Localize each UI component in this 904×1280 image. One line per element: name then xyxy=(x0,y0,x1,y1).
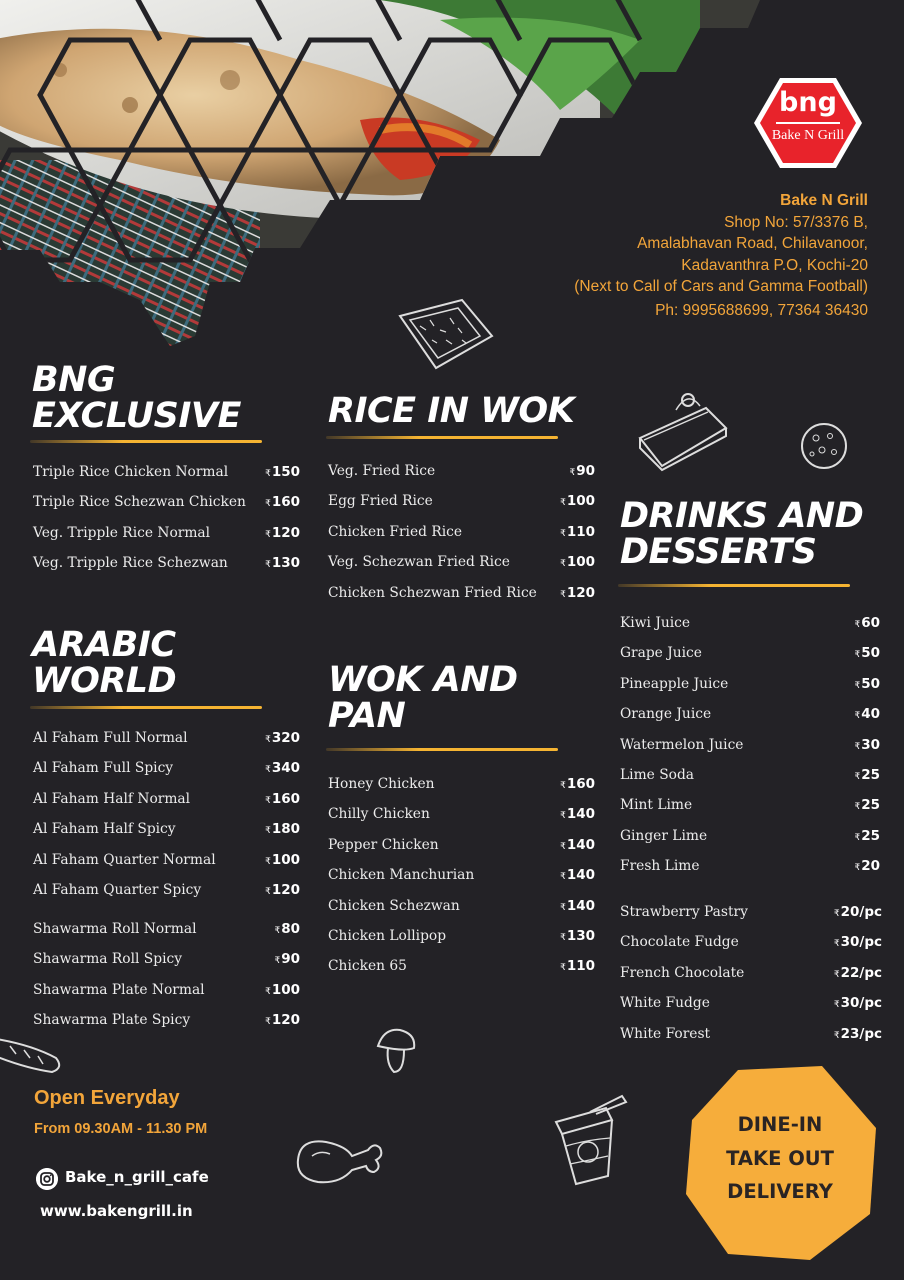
rice-in-wok-title: RICE IN WOK xyxy=(328,391,575,431)
service-dine-in: DINE-IN xyxy=(737,1113,823,1136)
menu-item: Orange Juice ₹40 xyxy=(620,706,880,723)
menu-item: Honey Chicken ₹160 xyxy=(328,776,595,792)
drinks-desserts-title: DRINKS AND DESSERTS xyxy=(620,496,864,572)
menu-item: Al Faham Full Spicy ₹340 xyxy=(33,760,300,777)
menu-item: Kiwi Juice ₹60 xyxy=(620,615,880,631)
bng-exclusive-underline xyxy=(30,440,262,443)
menu-item: Al Faham Half Normal ₹160 xyxy=(33,790,300,807)
drinks-list xyxy=(620,613,880,887)
open-everyday-label: Open Everyday xyxy=(34,1087,180,1109)
menu-item: Veg. Schezwan Fried Rice ₹100 xyxy=(328,554,595,571)
cake-slice-icon xyxy=(636,388,732,472)
menu-item: Strawberry Pastry ₹20/pc xyxy=(620,904,882,920)
menu-item: Chicken Manchurian ₹140 xyxy=(328,867,595,884)
chicken-leg-icon xyxy=(290,1130,386,1190)
salad-bowl-icon xyxy=(396,296,496,372)
address-line-2: Amalabhavan Road, Chilavanoor, xyxy=(637,235,868,252)
phone-number: Ph: 9995688699, 77364 36430 xyxy=(655,301,868,319)
arabic-world-underline xyxy=(30,706,262,709)
menu-item: Chicken Schezwan ₹140 xyxy=(328,897,595,914)
wok-and-pan-underline xyxy=(326,748,558,751)
address-block xyxy=(574,190,868,321)
menu-item: Veg. Tripple Rice Normal ₹120 xyxy=(33,524,300,541)
menu-item: French Chocolate ₹22/pc xyxy=(620,964,882,981)
menu-item: Fresh Lime ₹20 xyxy=(620,858,880,875)
menu-item: Shawarma Plate Spicy ₹120 xyxy=(33,1012,300,1029)
menu-item: Grape Juice ₹50 xyxy=(620,645,880,662)
rice-in-wok-underline xyxy=(326,436,558,439)
menu-item: Chicken Lollipop ₹130 xyxy=(328,927,595,944)
menu-item: Pineapple Juice ₹50 xyxy=(620,675,880,692)
services-text xyxy=(682,1108,878,1209)
menu-item: Chicken Schezwan Fried Rice ₹120 xyxy=(328,584,595,601)
menu-item: Chocolate Fudge ₹30/pc xyxy=(620,934,882,951)
menu-item: Al Faham Half Spicy ₹180 xyxy=(33,821,300,838)
drink-cup-icon xyxy=(550,1094,636,1190)
menu-item: Chilly Chicken ₹140 xyxy=(328,806,595,823)
wok-and-pan-list xyxy=(328,774,595,987)
website-link[interactable]: www.bakengrill.in xyxy=(40,1202,193,1220)
bng-exclusive-title: BNG EXCLUSIVE xyxy=(32,360,241,436)
desserts-list xyxy=(620,902,882,1054)
menu-item: Al Faham Quarter Spicy ₹120 xyxy=(33,881,300,898)
arabic-world-title: ARABIC WORLD xyxy=(32,625,177,701)
menu-item: Shawarma Plate Normal ₹100 xyxy=(33,981,300,998)
menu-item: Veg. Fried Rice ₹90 xyxy=(328,463,595,479)
menu-item: Al Faham Quarter Normal ₹100 xyxy=(33,851,300,868)
address-line-3: Kadavanthra P.O, Kochi-20 xyxy=(681,256,868,274)
logo-mark: bng xyxy=(779,87,837,118)
service-take-out: TAKE OUT xyxy=(726,1146,834,1170)
logo-name: Bake N Grill xyxy=(771,128,845,143)
menu-item: Pepper Chicken ₹140 xyxy=(328,836,595,853)
arabic-world-list xyxy=(33,728,300,910)
menu-item: Ginger Lime ₹25 xyxy=(620,827,880,844)
service-delivery: DELIVERY xyxy=(727,1180,833,1203)
menu-item: Shawarma Roll Spicy ₹90 xyxy=(33,951,300,968)
address-line-1: Shop No: 57/3376 B, xyxy=(724,213,868,231)
menu-item: Lime Soda ₹25 xyxy=(620,766,880,783)
business-name: Bake N Grill xyxy=(780,192,868,209)
menu-item: White Fudge ₹30/pc xyxy=(620,995,882,1012)
menu-item: Veg. Tripple Rice Schezwan ₹130 xyxy=(33,555,300,572)
cookie-icon xyxy=(798,422,852,474)
instagram-handle[interactable]: Bake_n_grill_cafe xyxy=(65,1168,209,1186)
shawarma-list xyxy=(33,919,300,1041)
bng-exclusive-list xyxy=(33,462,300,584)
menu-item: Watermelon Juice ₹30 xyxy=(620,736,880,753)
wok-and-pan-title: WOK AND PAN xyxy=(328,660,518,736)
menu-item: Triple Rice Chicken Normal ₹150 xyxy=(33,464,300,480)
opening-hours: From 09.30AM - 11.30 PM xyxy=(34,1121,208,1137)
menu-item: Triple Rice Schezwan Chicken ₹160 xyxy=(33,494,300,511)
menu-item: Al Faham Full Normal ₹320 xyxy=(33,730,300,746)
menu-item: Shawarma Roll Normal ₹80 xyxy=(33,921,300,937)
drinks-desserts-underline xyxy=(618,584,850,587)
menu-item: White Forest ₹23/pc xyxy=(620,1025,882,1042)
mushroom-icon xyxy=(374,1026,418,1076)
menu-item: Mint Lime ₹25 xyxy=(620,797,880,814)
instagram-icon[interactable] xyxy=(36,1168,58,1190)
rice-in-wok-list xyxy=(328,461,595,613)
menu-item: Chicken Fried Rice ₹110 xyxy=(328,523,595,540)
address-line-4: (Next to Call of Cars and Gamma Football) xyxy=(574,278,868,295)
menu-item: Chicken 65 ₹110 xyxy=(328,958,595,975)
menu-item: Egg Fried Rice ₹100 xyxy=(328,493,595,510)
